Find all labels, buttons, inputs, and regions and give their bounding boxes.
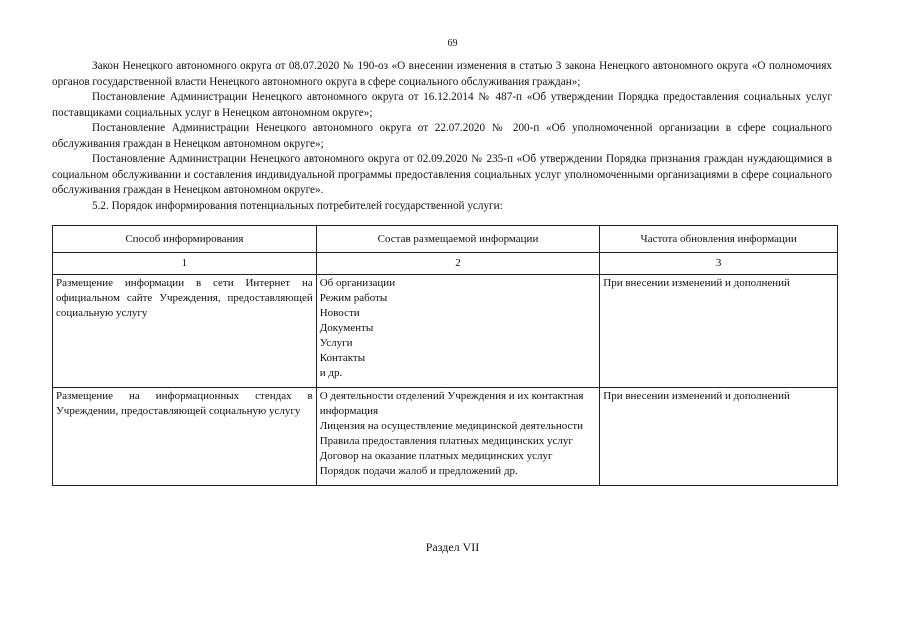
row-2-method: Размещение на информационных стендах в Учреждении, предоставляющей социальную услугу — [53, 388, 317, 486]
paragraph-decree-200: Постановление Администрации Ненецкого автономного округа от 22.07.2020 № 200-п «Об уполномоченной организации в сфере социального обслуживания граждан в Ненецком автономном округе»; — [52, 122, 832, 150]
row-2-content-item: О деятельности отделений Учреждения и их контактная информация — [319, 390, 584, 417]
column-number-3: 3 — [600, 253, 838, 275]
header-frequency: Частота обновления информации — [600, 226, 838, 253]
header-content: Состав размещаемой информации — [316, 226, 600, 253]
body-text — [52, 59, 832, 214]
row-2-content-item: Правила предоставления платных медицинских услуг — [319, 435, 573, 447]
row-1-content-item: Услуги — [319, 337, 353, 349]
paragraph-law-190: Закон Ненецкого автономного округа от 08.07.2020 № 190-оз «О внесении изменения в статью 3 закона Ненецкого автономного округа «О полномочиях органов государственной власти Ненецкого автономного округа в сфере социального обслуживания граждан»; — [52, 60, 832, 88]
information-table — [52, 225, 838, 486]
row-1-content-item: Контакты — [319, 352, 366, 364]
row-1-content-item: Документы — [319, 322, 374, 334]
column-number-1: 1 — [53, 253, 317, 275]
row-2-content-item: Порядок подачи жалоб и предложений др. — [319, 465, 518, 477]
paragraph-section-5-2: 5.2. Порядок информирования потенциальных потребителей государственной услуги: — [92, 199, 503, 212]
row-2-content-item: Лицензия на осуществление медицинской деятельности — [319, 420, 584, 432]
row-1-content-item: Об организации — [319, 277, 396, 289]
row-2-frequency: При внесении изменений и дополнений — [600, 388, 838, 486]
table-header-row — [53, 226, 838, 253]
row-1-content-item: Новости — [319, 307, 360, 319]
row-2-content-item: Договор на оказание платных медицинских услуг — [319, 450, 553, 462]
row-1-content-item: и др. — [319, 367, 343, 379]
header-method: Способ информирования — [53, 226, 317, 253]
paragraph-decree-487: Постановление Администрации Ненецкого автономного округа от 16.12.2014 № 487-п «Об утверждении Порядка предоставления социальных услуг поставщиками социальных услуг в Ненецком автономном округе»; — [52, 91, 832, 119]
row-2-content — [316, 388, 600, 486]
row-1-content-item: Режим работы — [319, 292, 388, 304]
page-number: 69 — [447, 38, 458, 49]
table-row — [53, 388, 838, 486]
section-title: Раздел VII — [425, 540, 480, 554]
table-number-row — [53, 253, 838, 275]
row-1-method: Размещение информации в сети Интернет на официальном сайте Учреждения, предоставляющей социальную услугу — [53, 275, 317, 388]
row-1-frequency: При внесении изменений и дополнений — [600, 275, 838, 388]
row-1-content — [316, 275, 600, 388]
column-number-2: 2 — [316, 253, 600, 275]
table-row — [53, 275, 838, 388]
paragraph-decree-235: Постановление Администрации Ненецкого автономного округа от 02.09.2020 № 235-п «Об утверждении Порядка признания граждан нуждающимися в социальном обслуживании и составления индивидуальной программы предоставления социальных услуг уполномоченными организациями в сфере социального обслуживания граждан в Ненецком автономном округе». — [52, 153, 832, 196]
